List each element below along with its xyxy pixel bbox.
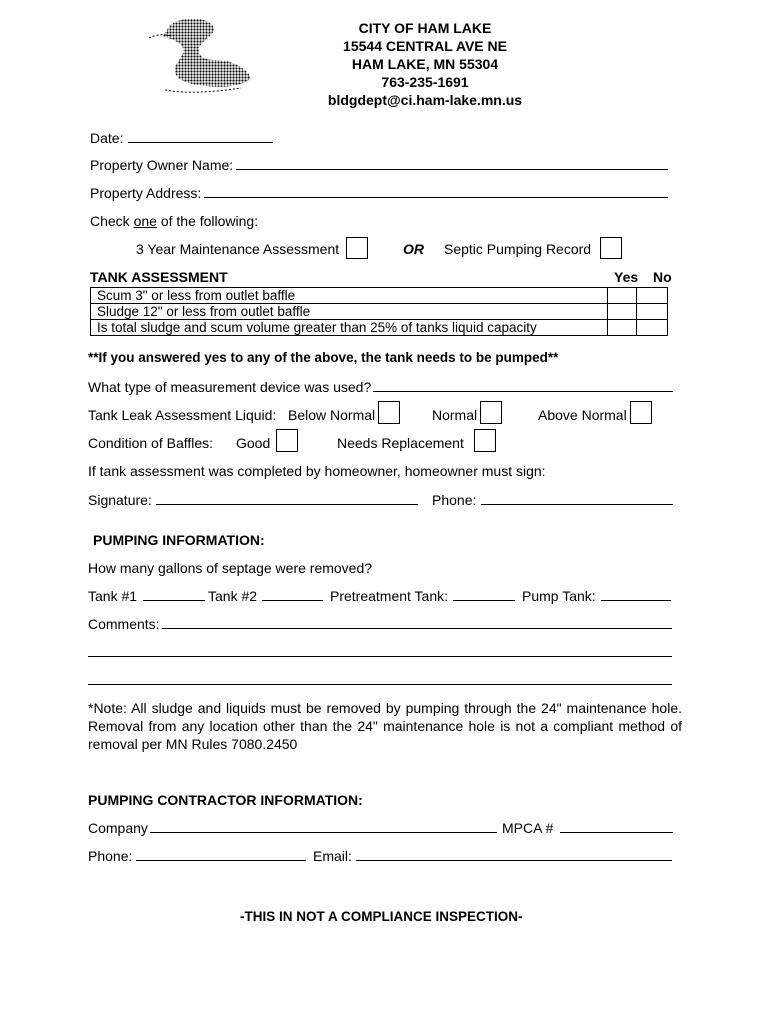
yes-checkbox[interactable] [608,320,637,336]
pump-tank-field[interactable] [601,600,671,601]
comments-field-3[interactable] [88,684,672,685]
option-maintenance-checkbox[interactable] [346,237,368,259]
leak-below-checkbox[interactable] [378,401,400,424]
tank-row-text: Is total sludge and scum volume greater than 25% of tanks liquid capacity [91,320,608,336]
no-checkbox[interactable] [637,320,668,336]
city-logo [145,16,257,94]
option-pumping-checkbox[interactable] [600,237,622,259]
mpca-label: MPCA # [502,820,554,836]
leak-normal-label: Normal [432,407,478,423]
homeowner-note: If tank assessment was completed by homeowner, homeowner must sign: [88,463,546,479]
contractor-email-label: Email: [313,848,352,864]
yes-header: Yes [614,269,639,285]
contractor-phone-field[interactable] [136,860,306,861]
pump-tank-label: Pump Tank: [522,588,596,604]
header-phone: 763-235-1691 [381,74,469,90]
baffles-good-checkbox[interactable] [276,429,298,452]
header-org: CITY OF HAM LAKE [358,20,492,36]
tank2-label: Tank #2 [208,588,258,604]
maintenance-note: *Note: All sludge and liquids must be removed by pumping through the 24" maintenance hole. Removal from any location other than the 24" maintenance hole is not a compliant method of removal per MN Rules 7080.2450 [88,700,682,752]
comments-field-1[interactable] [162,628,672,629]
table-row [91,288,668,304]
contractor-phone-label: Phone: [88,848,133,864]
tank-assessment-table [90,287,668,336]
measurement-field[interactable] [373,391,673,392]
header-email: bldgdept@ci.ham-lake.mn.us [327,92,523,108]
yes-checkbox[interactable] [608,304,637,320]
header-street: 15544 CENTRAL AVE NE [343,38,507,54]
check-one-label [90,213,258,229]
leak-label: Tank Leak Assessment Liquid: [88,407,277,423]
tank1-label: Tank #1 [88,588,138,604]
contractor-email-field[interactable] [356,860,672,861]
measurement-label: What type of measurement device was used? [88,379,372,395]
pretreatment-label: Pretreatment Tank: [330,588,449,604]
check-one-word: one [133,213,157,229]
tank-row-text: Sludge 12" or less from outlet baffle [91,304,608,320]
owner-field[interactable] [236,169,668,170]
company-label: Company [88,820,148,836]
owner-label: Property Owner Name: [90,157,234,173]
baffles-needs-label: Needs Replacement [337,435,464,451]
pretreatment-field[interactable] [453,600,515,601]
no-checkbox[interactable] [637,304,668,320]
company-field[interactable] [150,832,497,833]
table-row [91,320,668,336]
baffles-good-label: Good [236,435,271,451]
no-header: No [653,269,672,285]
tank2-field[interactable] [262,600,323,601]
gallons-question: How many gallons of septage were removed? [88,560,373,576]
address-field[interactable] [204,197,668,198]
or-label: OR [403,241,424,257]
contractor-title: PUMPING CONTRACTOR INFORMATION: [88,792,363,808]
date-field[interactable] [128,142,273,143]
option-maintenance-label: 3 Year Maintenance Assessment [136,241,340,257]
signature-field[interactable] [156,504,418,505]
option-pumping-label: Septic Pumping Record [444,241,592,257]
footer-disclaimer: -THIS IN NOT A COMPLIANCE INSPECTION- [240,909,523,924]
tank-row-text: Scum 3" or less from outlet baffle [91,288,608,304]
comments-field-2[interactable] [88,656,672,657]
homeowner-phone-label: Phone: [432,492,477,508]
leak-above-label: Above Normal [538,407,627,423]
tank-assessment-title: TANK ASSESSMENT [90,269,228,285]
homeowner-phone-field[interactable] [481,504,673,505]
tank1-field[interactable] [143,600,205,601]
pump-warning: **If you answered yes to any of the above, the tank needs to be pumped** [88,350,559,365]
check-prefix: Check [90,213,134,229]
leak-above-checkbox[interactable] [630,401,652,424]
comments-label: Comments: [88,616,160,632]
baffles-label: Condition of Baffles: [88,435,214,451]
pumping-title: PUMPING INFORMATION: [93,532,265,548]
leak-normal-checkbox[interactable] [480,401,502,424]
no-checkbox[interactable] [637,288,668,304]
signature-label: Signature: [88,492,152,508]
table-row [91,304,668,320]
header-city: HAM LAKE, MN 55304 [351,56,499,72]
date-label: Date: [90,130,124,146]
check-suffix: of the following: [156,213,259,229]
mpca-field[interactable] [560,832,673,833]
yes-checkbox[interactable] [608,288,637,304]
baffles-needs-checkbox[interactable] [474,429,496,452]
leak-below-label: Below Normal [288,407,376,423]
address-label: Property Address: [90,185,202,201]
